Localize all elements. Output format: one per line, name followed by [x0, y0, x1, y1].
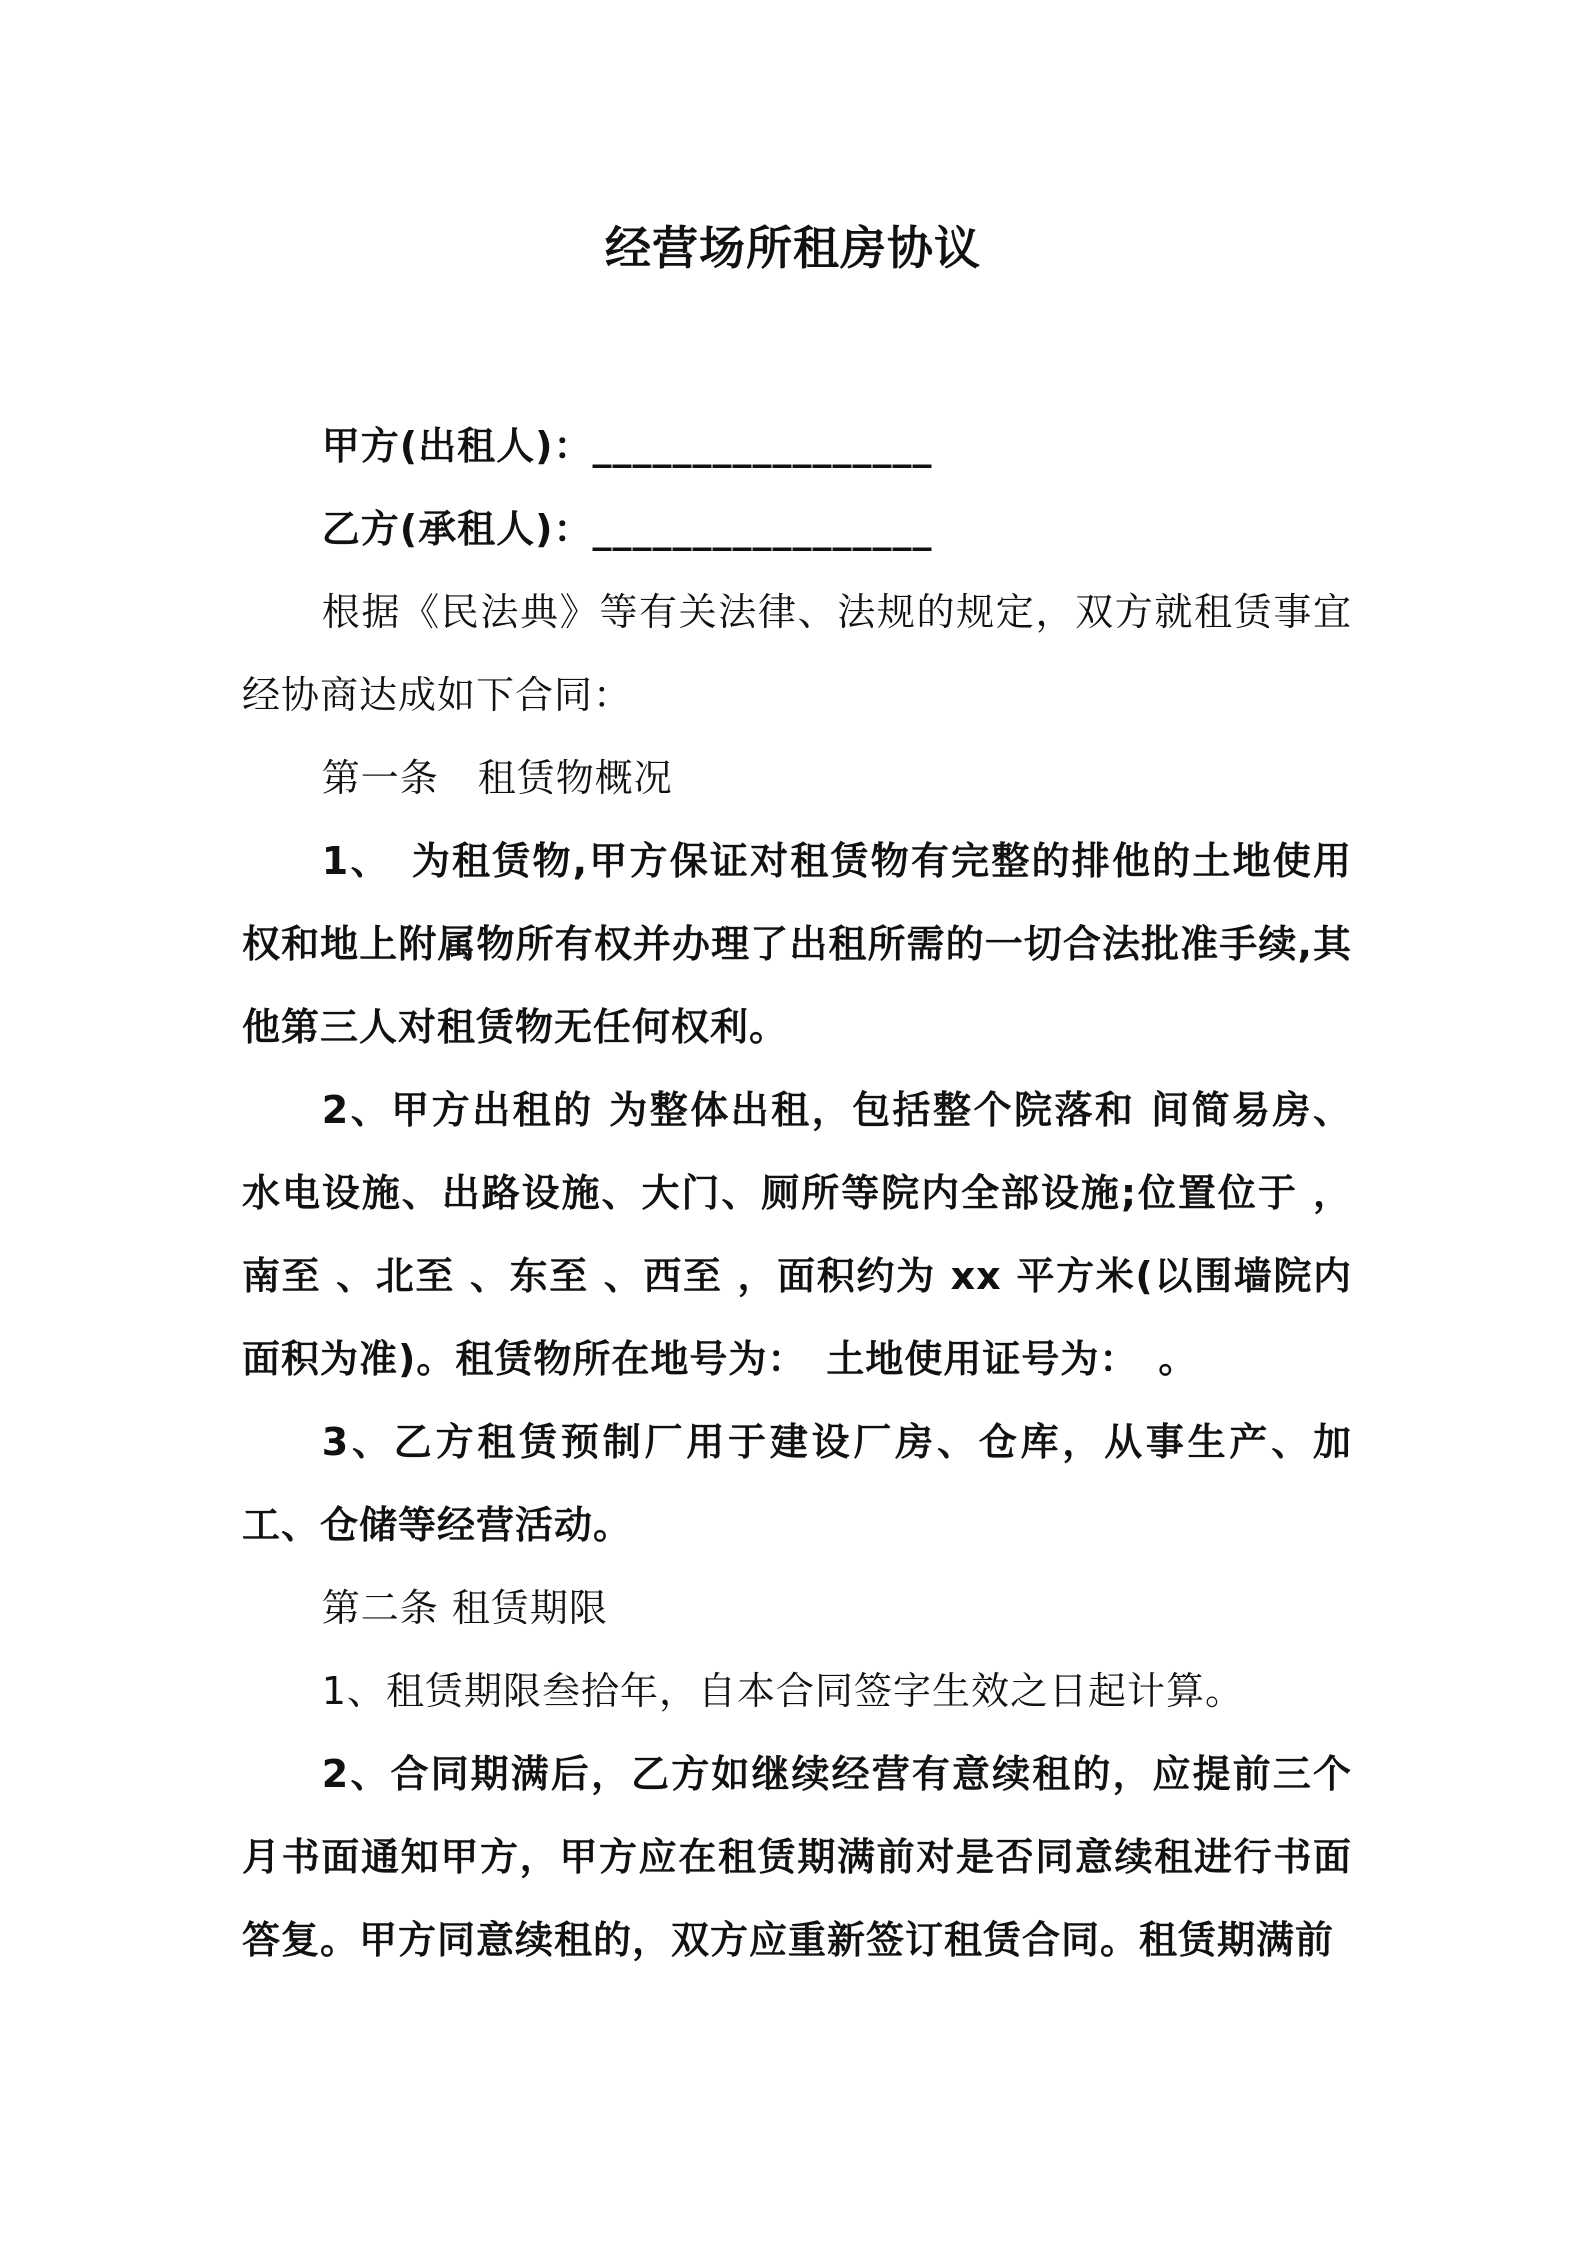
preamble-paragraph: 根据《民法典》等有关法律、法规的规定，双方就租赁事宜经协商达成如下合同： [242, 590, 1352, 717]
article2-item2: 2、合同期满后，乙方如继续经营有意续租的，应提前三个月书面通知甲方，甲方应在租赁期满前对是否同意续租进行书面答复。甲方同意续租的，双方应重新签订租赁合同。租赁期满前 [242, 1752, 1352, 1962]
document-title: 经营场所租房协议 [605, 221, 981, 275]
article1-heading: 第一条 租赁物概况 [321, 756, 673, 800]
party-a-line: 甲方(出租人)：_________________ [321, 424, 933, 468]
article1-item1: 1、 为租赁物,甲方保证对租赁物有完整的排他的土地使用权和地上附属物所有权并办理了出租所需的一切合法批准手续,其他第三人对租赁物无任何权利。 [242, 839, 1352, 1049]
article2-heading: 第二条 租赁期限 [321, 1586, 608, 1630]
article2-item1: 1、租赁期限叁拾年，自本合同签字生效之日起计算。 [321, 1669, 1244, 1713]
document-body [242, 405, 1352, 1982]
party-b-line: 乙方(承租人)：_________________ [321, 507, 933, 551]
article1-item2: 2、甲方出租的 为整体出租，包括整个院落和 间简易房、水电设施、出路设施、大门、厕所等院内全部设施;位置位于 ，南至 、北至 、东至 、西至 ，面积约为 xx 平方米(以围墙院内面积为准)。租赁物所在地号为： 土地使用证号为： 。 [242, 1088, 1352, 1381]
article1-item3: 3、乙方租赁预制厂用于建设厂房、仓库，从事生产、加工、仓储等经营活动。 [242, 1420, 1352, 1547]
